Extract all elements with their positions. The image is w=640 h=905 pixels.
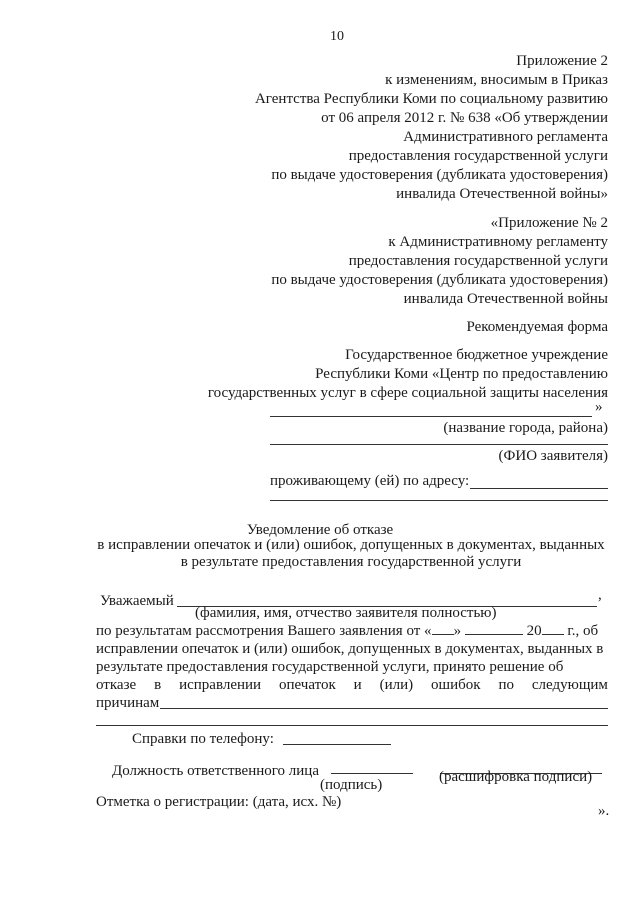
- address-field-line[interactable]: [470, 488, 608, 489]
- appendix-header-line: от 06 апреля 2012 г. № 638 «Об утверждении: [321, 110, 608, 126]
- body-line-1-mid: »: [453, 623, 462, 639]
- notice-subtitle-line: в исправлении опечаток и (или) ошибок, допущенных в документах, выданных: [97, 537, 605, 553]
- appendix-header-line: инвалида Отечественной войны»: [396, 186, 608, 202]
- word: исправлении: [179, 677, 262, 693]
- month-field[interactable]: [465, 622, 523, 635]
- appendix-two-line: по выдаче удостоверения (дубликата удостоверения): [271, 272, 608, 288]
- greeting-comma: ,: [598, 587, 602, 603]
- year-prefix: 20: [526, 623, 542, 639]
- registration-label: Отметка о регистрации: (дата, исх. №): [96, 794, 342, 810]
- appendix-two-line: к Административному регламенту: [388, 234, 608, 250]
- phone-field-line[interactable]: [283, 744, 391, 745]
- body-line-1-start: по результатам рассмотрения Вашего заявления от «: [96, 623, 432, 639]
- appendix-header-line: предоставления государственной услуги: [348, 148, 608, 164]
- signature-decode-hint: (расшифровка подписи): [439, 769, 593, 785]
- body-line-3: результате предоставления государственной услуги, принято решение об: [96, 659, 564, 675]
- institution-close-quote: »: [595, 399, 603, 415]
- body-line-1: [96, 622, 598, 640]
- word: по: [498, 677, 514, 693]
- body-line-5: причинам: [96, 695, 160, 711]
- official-position-label: Должность ответственного лица: [112, 763, 319, 779]
- appendix-two-line: «Приложение № 2: [490, 215, 608, 231]
- page-number: 10: [330, 29, 344, 44]
- signature-hint: (подпись): [320, 777, 383, 793]
- institution-line: Государственное бюджетное учреждение: [345, 347, 608, 363]
- reasons-field-line-2[interactable]: [96, 725, 608, 726]
- applicant-name-line[interactable]: [270, 444, 608, 445]
- appendix-header-line: Агентства Республики Коми по социальному развитию: [254, 91, 608, 107]
- word: отказе: [96, 677, 137, 693]
- city-field-line[interactable]: [270, 416, 592, 417]
- reasons-field-line[interactable]: [160, 708, 608, 709]
- word: опечаток: [278, 677, 336, 693]
- institution-line: государственных услуг в сфере социальной защиты населения: [207, 385, 608, 401]
- word: (или): [379, 677, 414, 693]
- city-field-hint: (название города, района): [443, 420, 608, 436]
- address-label: проживающему (ей) по адресу:: [270, 473, 470, 489]
- phone-label: Справки по телефону:: [132, 731, 274, 747]
- appendix-header-line: по выдаче удостоверения (дубликата удостоверения): [271, 167, 608, 183]
- word: ошибок: [431, 677, 481, 693]
- day-field[interactable]: [432, 622, 454, 635]
- notice-subtitle-line: в результате предоставления государственной услуги: [180, 554, 522, 570]
- appendix-header-line: Приложение 2: [516, 53, 608, 69]
- institution-line: Республики Коми «Центр по предоставлению: [315, 366, 608, 382]
- notice-title: Уведомление об отказе: [246, 522, 394, 538]
- word: и: [353, 677, 362, 693]
- appendix-header-line: к изменениям, вносимым в Приказ: [385, 72, 608, 88]
- word: следующим: [531, 677, 608, 693]
- year-field[interactable]: [542, 622, 564, 635]
- closing-quote: ».: [598, 803, 610, 819]
- body-line-2: исправлении опечаток и (или) ошибок, допущенных в документах, выданных в: [96, 641, 604, 657]
- address-field-line-2[interactable]: [270, 500, 608, 501]
- appendix-header-line: Административного регламента: [403, 129, 608, 145]
- recommended-form-label: Рекомендуемая форма: [466, 319, 608, 335]
- appendix-two-line: предоставления государственной услуги: [348, 253, 608, 269]
- body-line-1-end: г., об: [567, 623, 599, 639]
- appendix-two-line: инвалида Отечественной войны: [403, 291, 608, 307]
- word: в: [154, 677, 162, 693]
- body-line-4: [96, 676, 608, 694]
- fullname-hint: (фамилия, имя, отчество заявителя полностью): [195, 605, 497, 621]
- applicant-name-hint: (ФИО заявителя): [498, 448, 608, 464]
- greeting-label: Уважаемый: [100, 593, 174, 609]
- signature-field-line[interactable]: [331, 773, 413, 774]
